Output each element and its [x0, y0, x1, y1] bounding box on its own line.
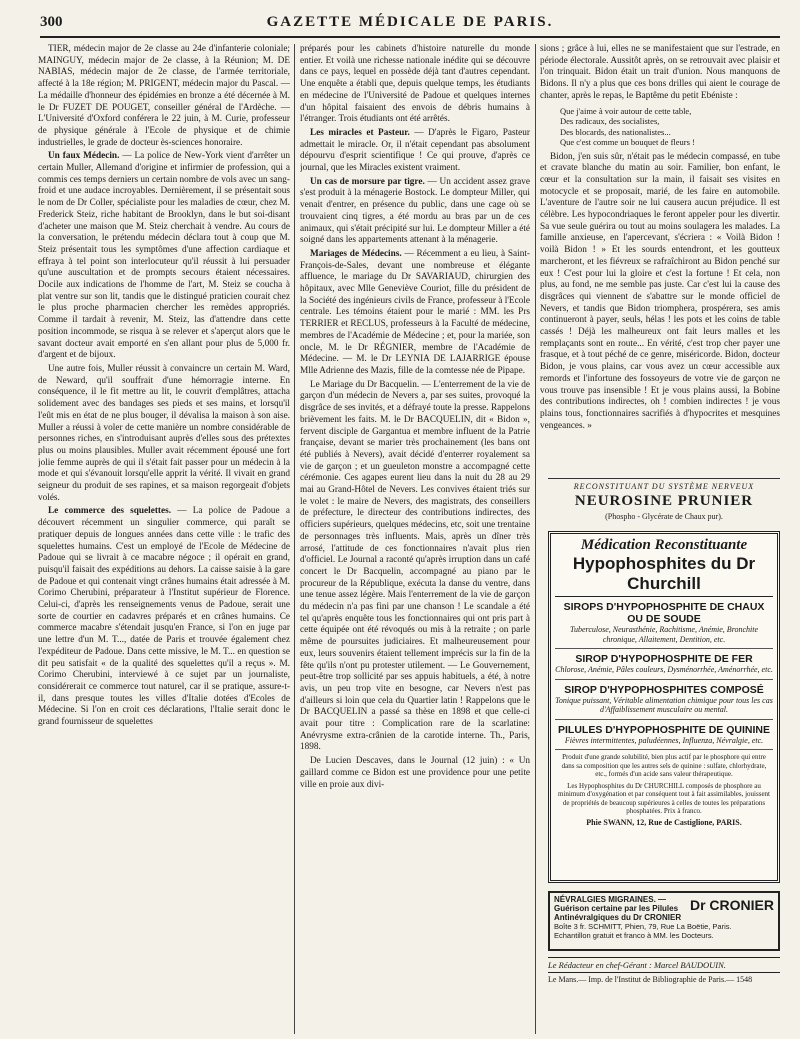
ad-section-title: PILULES D'HYPOPHOSPHITE DE QUININE: [558, 723, 770, 736]
ad-cronier-headline: NÉVRALGIES MIGRAINES. — Guérison certaine par les Pilules Antinévralgiques du Dr CRONIER: [554, 895, 682, 922]
article-morsure: [300, 177, 530, 247]
paragraph-text: sions ; grâce à lui, elles ne se manifestaient que sur l'estrade, en période électorale. Aussitôt après, on se retrouvait avec plaisir et l'on trinquait. Bidon était un trait d'union. Nous manquons de Bidons. Il n'y a plus que ces bons drilles qui aient le courage de chanter, après le repas, le Baptême du petit Ebéniste :: [540, 44, 780, 101]
verse-line: Que c'est comme un bouquet de fleurs !: [560, 137, 695, 148]
page-header: [40, 14, 780, 38]
paragraph-text: — D'après le Figaro, Pasteur admettait le miracle. Or, il n'était cependant pas absolument dépourvu d'esprit scientifique ! Ce qui prouve, d'après ce journal, que les Miracles existent vraiment.: [300, 127, 530, 174]
ad-churchill-heading: Médication Reconstituante: [580, 537, 748, 553]
ad-section: [555, 649, 773, 680]
paragraph-text: — Un accident assez grave s'est produit à la ménagerie Bostock. Le dompteur Miller, qui venait d'entrer, en présence du public, dans une cage où se trouvaient cinq tigres, a été mordu au bras par un de ces animaux, qui s'était précipité sur lui. Le dompteur Miller a été soigné dans les appartements attenant à la ménagerie.: [300, 176, 530, 246]
headline-morsure: Un cas de morsure par tigre.: [310, 176, 425, 187]
paragraph-nominations: TIER, médecin major de 2e classe au 24e d'infanterie coloniale; MAINGUY, médecin major de 2e classe, à la Réunion; M. DE NABIAS, médecin major de 2e classe, de l'armée territoriale, affecté à la 18e région; M. PRIGENT, médecin major du Pascal. — La médaille d'honneur des épidémies en bronze a été décernée à M. le Dr FUZET DE POUGET, conseiller général de l'Ardèche. — L'Université d'Oxford conférera le 22 juin, à M. Curie, professeur de physique générale à l'Ecole de physique et de chimie industrielles, le grade de docteur ès-sciences honoraire.: [38, 44, 290, 148]
song-verse: [560, 106, 780, 148]
column-right: [540, 44, 780, 464]
paragraph-text: — Récemment a eu lieu, à Saint-François-de-Sales, devant une nombreuse et élégante affluence, le mariage du Dr SAVARIAUD, chirurgien des hôpitaux, avec Mlle Geneviève Couriot, fille du président de la Société des ingénieurs civils de France, professeur à l'Ecole centrale. Les témoins étaient pour le marié : MM. les Prs TERRIER et RECLUS, professeurs à la Faculté de médecine, membres de l'Académie de Médecine ; et, pour la mariée, son oncle, M. le Dr RÉGNIER, membre de l'Académie de Médecine. — M. le Dr LEYNIA DE LAJARRIGE épouse Mlle Adrienne des Mazis, fille de la comtesse née de Pipape.: [300, 248, 530, 376]
paragraph-text: Le Mariage du Dr Bacquelin. — L'enterrement de la vie de garçon d'un médecin de Nevers a, par ses suites, provoqué la disgrâce de ses invités, et a défrayé toute la presse. Rappelons brièvement les faits. M. le Dr BACQUELIN, dit « Bidon », fervent disciple de Gargantua et membre influent de la Patrie française, devant se marier très prochainement (les bans ont été publiés à Nevers), avait décidé d'enterrer royalement sa vie de garçon ; et un gueuleton monstre a accompagné cette cérémonie. Ces agapes eurent lieu dans la nuit du 28 au 29 mai au Grand-Hôtel de Nevers. Les convives étaient triés sur le volet : le maire de Nevers, des magistrats, des conseillers de préfecture, le directeur des contributions indirectes, des officiers supérieurs, quelques médecins, etc, soit une trentaine de personnages très influents. Mais, après un dîner très arrosé, l'attitude de ces fonctionnaires n'avait plus rien d'officiel. Le Journal a raconté qu'après irruption dans un café concert le Dr Bacquelin, accompagné au piano par le procureur de la République, exécuta la danse du ventre, dans une tenue assez légère. Mais l'enterrement de la vie de garçon du médecin n'a pas fini par une chanson ! Le scandale a été tel qu'après enquête tous les fonctionnaires qui ont pris part à cette équipée ont été révoqués ou mis à la retraite ; on parle même de poursuites judiciaires. Et malheureusement pour eux, leurs souvenirs étaient tellement imprécis sur la fin de la fête qu'ils n'ont pu protester utilement. — Le Gouvernement, peut-être trop sollicité par ses appuis habituels, a été, à notre avis, un peu trop vite en besogne, car Nevers n'est pas d'ailleurs si loin que cela du Quartier latin ! Rappelons que le Dr BACQUELIN a passé sa thèse en 1898 et que celle-ci avait pour titre : Complication rare de la scarlatine: Anévrysme extra-crânien de la carotide interne. Th., Paris, 1898.: [300, 379, 530, 753]
ad-section: [555, 680, 773, 720]
ad-neurosine-name: NEUROSINE PRUNIER: [574, 493, 754, 509]
ad-cronier-price: Boîte 3 fr. SCHMITT, Phien, 79, Rue La Boëtie, Paris.: [554, 922, 732, 931]
article-commerce-squelettes: [38, 506, 290, 728]
headline-commerce-squelettes: Le commerce des squelettes.: [48, 506, 172, 517]
ad-cronier-brand: Dr CRONIER: [689, 897, 774, 913]
masthead-title: GAZETTE MÉDICALE DE PARIS.: [266, 14, 554, 30]
ad-neurosine-tagline: RECONSTITUANT DU SYSTÈME NERVEUX: [573, 482, 755, 491]
paragraph-text: préparés pour les cabinets d'histoire naturelle du monde entier. Et voilà une richesse nationale inédite qui se découvre dans ce pays, lequel en possède déjà tant d'autres cependant. Une enquête a établi que, depuis quelque temps, les étudiants en médecine de l'Université de Padoue et quelques internes d'un hôpital faisaient des envois de débris humains à l'étranger. Trois étudiants ont été arrêtés.: [300, 44, 530, 125]
ad-section-desc: Tonique puissant, Véritable alimentation chimique pour tous les cas d'Affaiblissement musculaire ou mental.: [555, 695, 773, 714]
paragraph-text: — La police de Padoue a découvert récemment un singulier commerce, qui paraît se pratiquer depuis de longues années dans cette ville : le trafic des squelettes humains. C'est un employé de l'Ecole de Médecine de Padoue qui se livrait à ce macabre négoce ; il opérait en grand, puisqu'il faisait des expéditions au dehors. La caisse saisie à la gare de Padoue et qui contenait vingt crânes humains était adressée à M. Corimo Cherubini, préparateur à l'Institut supérieur de Florence. Celui-ci, d'après les renseignements venus de Padoue, serait une sorte de courtier en cadavres préparés et en crânes humains. Ce commerce macabre s'étendait jusqu'en France, si l'on en juge par une lettre d'un M. T..., datée de Paris et trouvée également chez l'expéditeur de Padoue. Dans cette missive, le M. T... en question se dit peu satisfait « de la qualité des squelettes qu'il a reçus ». M. Corimo Cherubini, interviewé à ce sujet par un journaliste, considérerait ce commerce tout naturel, car il se pratique, assure-t-il, dans presque toutes les villes d'Italie dotées d'Ecoles de Médecine. Si l'on en croit ces déclarations, l'Italie serait donc le grand fournisseur de squelettes: [38, 506, 290, 728]
ad-section: [555, 720, 773, 751]
ad-neurosine-subtitle: (Phospho - Glycérate de Chaux pur).: [605, 512, 723, 521]
paragraph-text: De Lucien Descaves, dans le Journal (12 juin) : « Un gaillard comme ce Bidon est une providence pour une petite ville en proie aux divi-: [300, 756, 530, 790]
ad-section-desc: Tuberculose, Neurasthénie, Rachitisme, Anémie, Bronchite chronique, Allaitement, Dentition, etc.: [569, 625, 759, 644]
ad-cronier-sample: Echantillon gratuit et franco à MM. les Docteurs.: [554, 931, 714, 940]
paragraph-text: Bidon, j'en suis sûr, n'était pas le médecin compassé, en tube et cravate blanche du matin au soir. Familier, bon enfant, le cœur et la consultation sur la main, il faisait ses visites en motocycle et se proposait, marié, de les faire en automobile. L'aventure de l'autre soir ne lui causera aucun préjudice. Il est célèbre. Les hypocondriaques le feront appeler pour les divertir. Sa vue seule guérira ou tout au moins soulagera les malades. La famille anxieuse, en l'apercevant, s'écriera : « Voilà Bidon ! voilà Bidon ! » Et les sourds entendront, et les goutteux marcheront, et les fiévreux se rafraîchiront au Bidon penché sur eux ! C'est pour lui la gloire et c'est la fortune ! Et cela, non plus, au fond, ne me semble pas juste. Car c'est lui la cause des disgrâces qui viennent de s'abattre sur le monde officiel de Nevers, et tandis que Bidon triomphera, prospérera, ses amis continueront à payer, seuls, hélas ! les pots et les coins de table cassés ! Déjà les malheureux ont fait leurs malles et les remplaçants sont en route... En vérité, c'est trop cher payer une frasque, et à tout péché de ce genre, miséricorde. Bidon, docteur Bidon, je vous plains, car vous avez un cœur accessible aux remords et l'infortune des fossoyeurs de votre vie de garçon ne vous trouve pas insensible ! Et je vous plains aussi, la Bobine des contributions indirectes, oh ! combien indirectes ! je vous plains tous, fonctionnaires sacrifiés à d'hypocrites et mesquines vengeances. »: [540, 151, 780, 431]
headline-mariages: Mariages de Médecins.: [310, 248, 402, 259]
ad-churchill-brand: Hypophosphites du Dr Churchill: [555, 554, 773, 597]
column-rule: [535, 44, 536, 1034]
ad-section-desc: Fièvres intermittentes, paludéennes, Influenza, Névralgie, etc.: [564, 735, 764, 745]
ad-section-title: SIROPS D'HYPOPHOSPHITE DE CHAUX OU DE SOUDE: [563, 601, 765, 625]
ad-neurosine: [548, 478, 780, 521]
ad-section-title: SIROP D'HYPOPHOSPHITE DE FER: [575, 653, 753, 665]
ad-section-title: SIROP D'HYPOPHOSPHITES COMPOSÉ: [564, 683, 764, 696]
column-middle: [300, 44, 530, 1034]
article-miracles: [300, 128, 530, 175]
paragraph-text: — La police de New-York vient d'arrêter un certain Muller, Allemand d'origine et infirmier de profession, qui a commis ces temps derniers un certain nombre de vols avec un sang-froid et une audace incroyables. Dernièrement, il se présentait sous le nom de Dr Coller, spécialiste pour les maladies de cœur, chez M. Frederick Steiz, riche habitant de Brooklyn, dans le but soi-disant d'acheter une maison que M. Steiz cherchait à vendre. Au cours de la conversation, le prétendu médecin déclara tout à coup que M. Steiz présentait tous les symptômes d'une affection cardiaque et effraya à tel point son interlocuteur qu'il réussit à lui persuader qu'une auscultation et de prompts secours étaient nécessaires. Docile aux indications de l'homme de l'art, M. Steiz se coucha à plat ventre sur son lit, tandis que le distingué praticien courait chez le plus proche pharmacien chercher les remèdes appropriés. Comme il tardait à revenir, M. Steiz, las d'attendre dans cette position incommode, se risqua à se relever et s'aperçut alors que le savant docteur avait emporté en s'en allant pour plus de 5,000 fr. d'argent et de bijoux.: [38, 151, 290, 361]
ad-cronier: [548, 891, 780, 951]
ad-fine-print: Produit d'une grande solubilité, bien plus actif par le phosphore qui entre dans sa composition que les autres sels de quinine : sulfate, chlorhydrate, etc., formés d'un acide sans valeur thérapeutique.: [561, 753, 767, 778]
ad-section-desc: Chlorose, Anémie, Pâles couleurs, Dysménorrhée, Aménorrhée, etc.: [555, 665, 773, 674]
ad-churchill: [548, 531, 780, 883]
page-number: 300: [40, 14, 63, 30]
verse-line: Des blocards, des nationalistes...: [560, 126, 671, 137]
verse-line: Des radicaux, des socialistes,: [560, 116, 660, 127]
ad-section: [555, 597, 773, 649]
printer-imprint: Le Mans.— Imp. de l'Institut de Bibliographie de Paris.— 1548: [548, 975, 753, 984]
column-left: [38, 44, 290, 1034]
editor-line: Le Rédacteur en chef-Gérant : Marcel BAUDOUIN.: [548, 957, 780, 973]
headline-miracles: Les miracles et Pasteur.: [310, 127, 410, 138]
ad-fine-print: Les Hypophosphites du Dr CHURCHILL composés de phosphore au minimum d'oxygénation et par conséquent tout à fait assimilables, jouissent de propriétés de beaucoup supérieures à celles de toutes les préparations phosphatées. Prix à franco.: [558, 781, 770, 815]
ad-address: Phie SWANN, 12, Rue de Castiglione, PARIS.: [586, 817, 742, 827]
paragraph-text: Une autre fois, Muller réussit à convaincre un certain M. Ward, de Neward, qu'il souffrait d'une hémorragie interne. En conséquence, il le fit mettre au lit, le couvrit d'emplâtres, attacha solidement avec des bandages ses pieds et ses mains, et lorsqu'il l'eût mis en état de ne plus bouger, il dévalisa la maison à son aise. Muller a réussi à voler de cette manière un nombre considérable de personnes riches, en s'introduisant auprès d'elles sous des prétextes plus ou moins plausibles. Muller avait récemment épousé une fort jolie femme auprès de qui il s'était fait passer pour un médecin à la mode et qui s'évanouit lorsqu'elle apprit la vérité. Il vivait en grand seigneur du produit de ses rapines, et sa maison regorgeait d'objets volés.: [38, 363, 290, 503]
verse-line: Que j'aime à voir autour de cette table,: [560, 105, 692, 116]
article-mariages: [300, 249, 530, 378]
column-rule: [294, 44, 295, 1034]
advertisements: [548, 478, 780, 984]
headline-faux-medecin: Un faux Médecin.: [48, 151, 120, 162]
article-faux-medecin: [38, 151, 290, 362]
